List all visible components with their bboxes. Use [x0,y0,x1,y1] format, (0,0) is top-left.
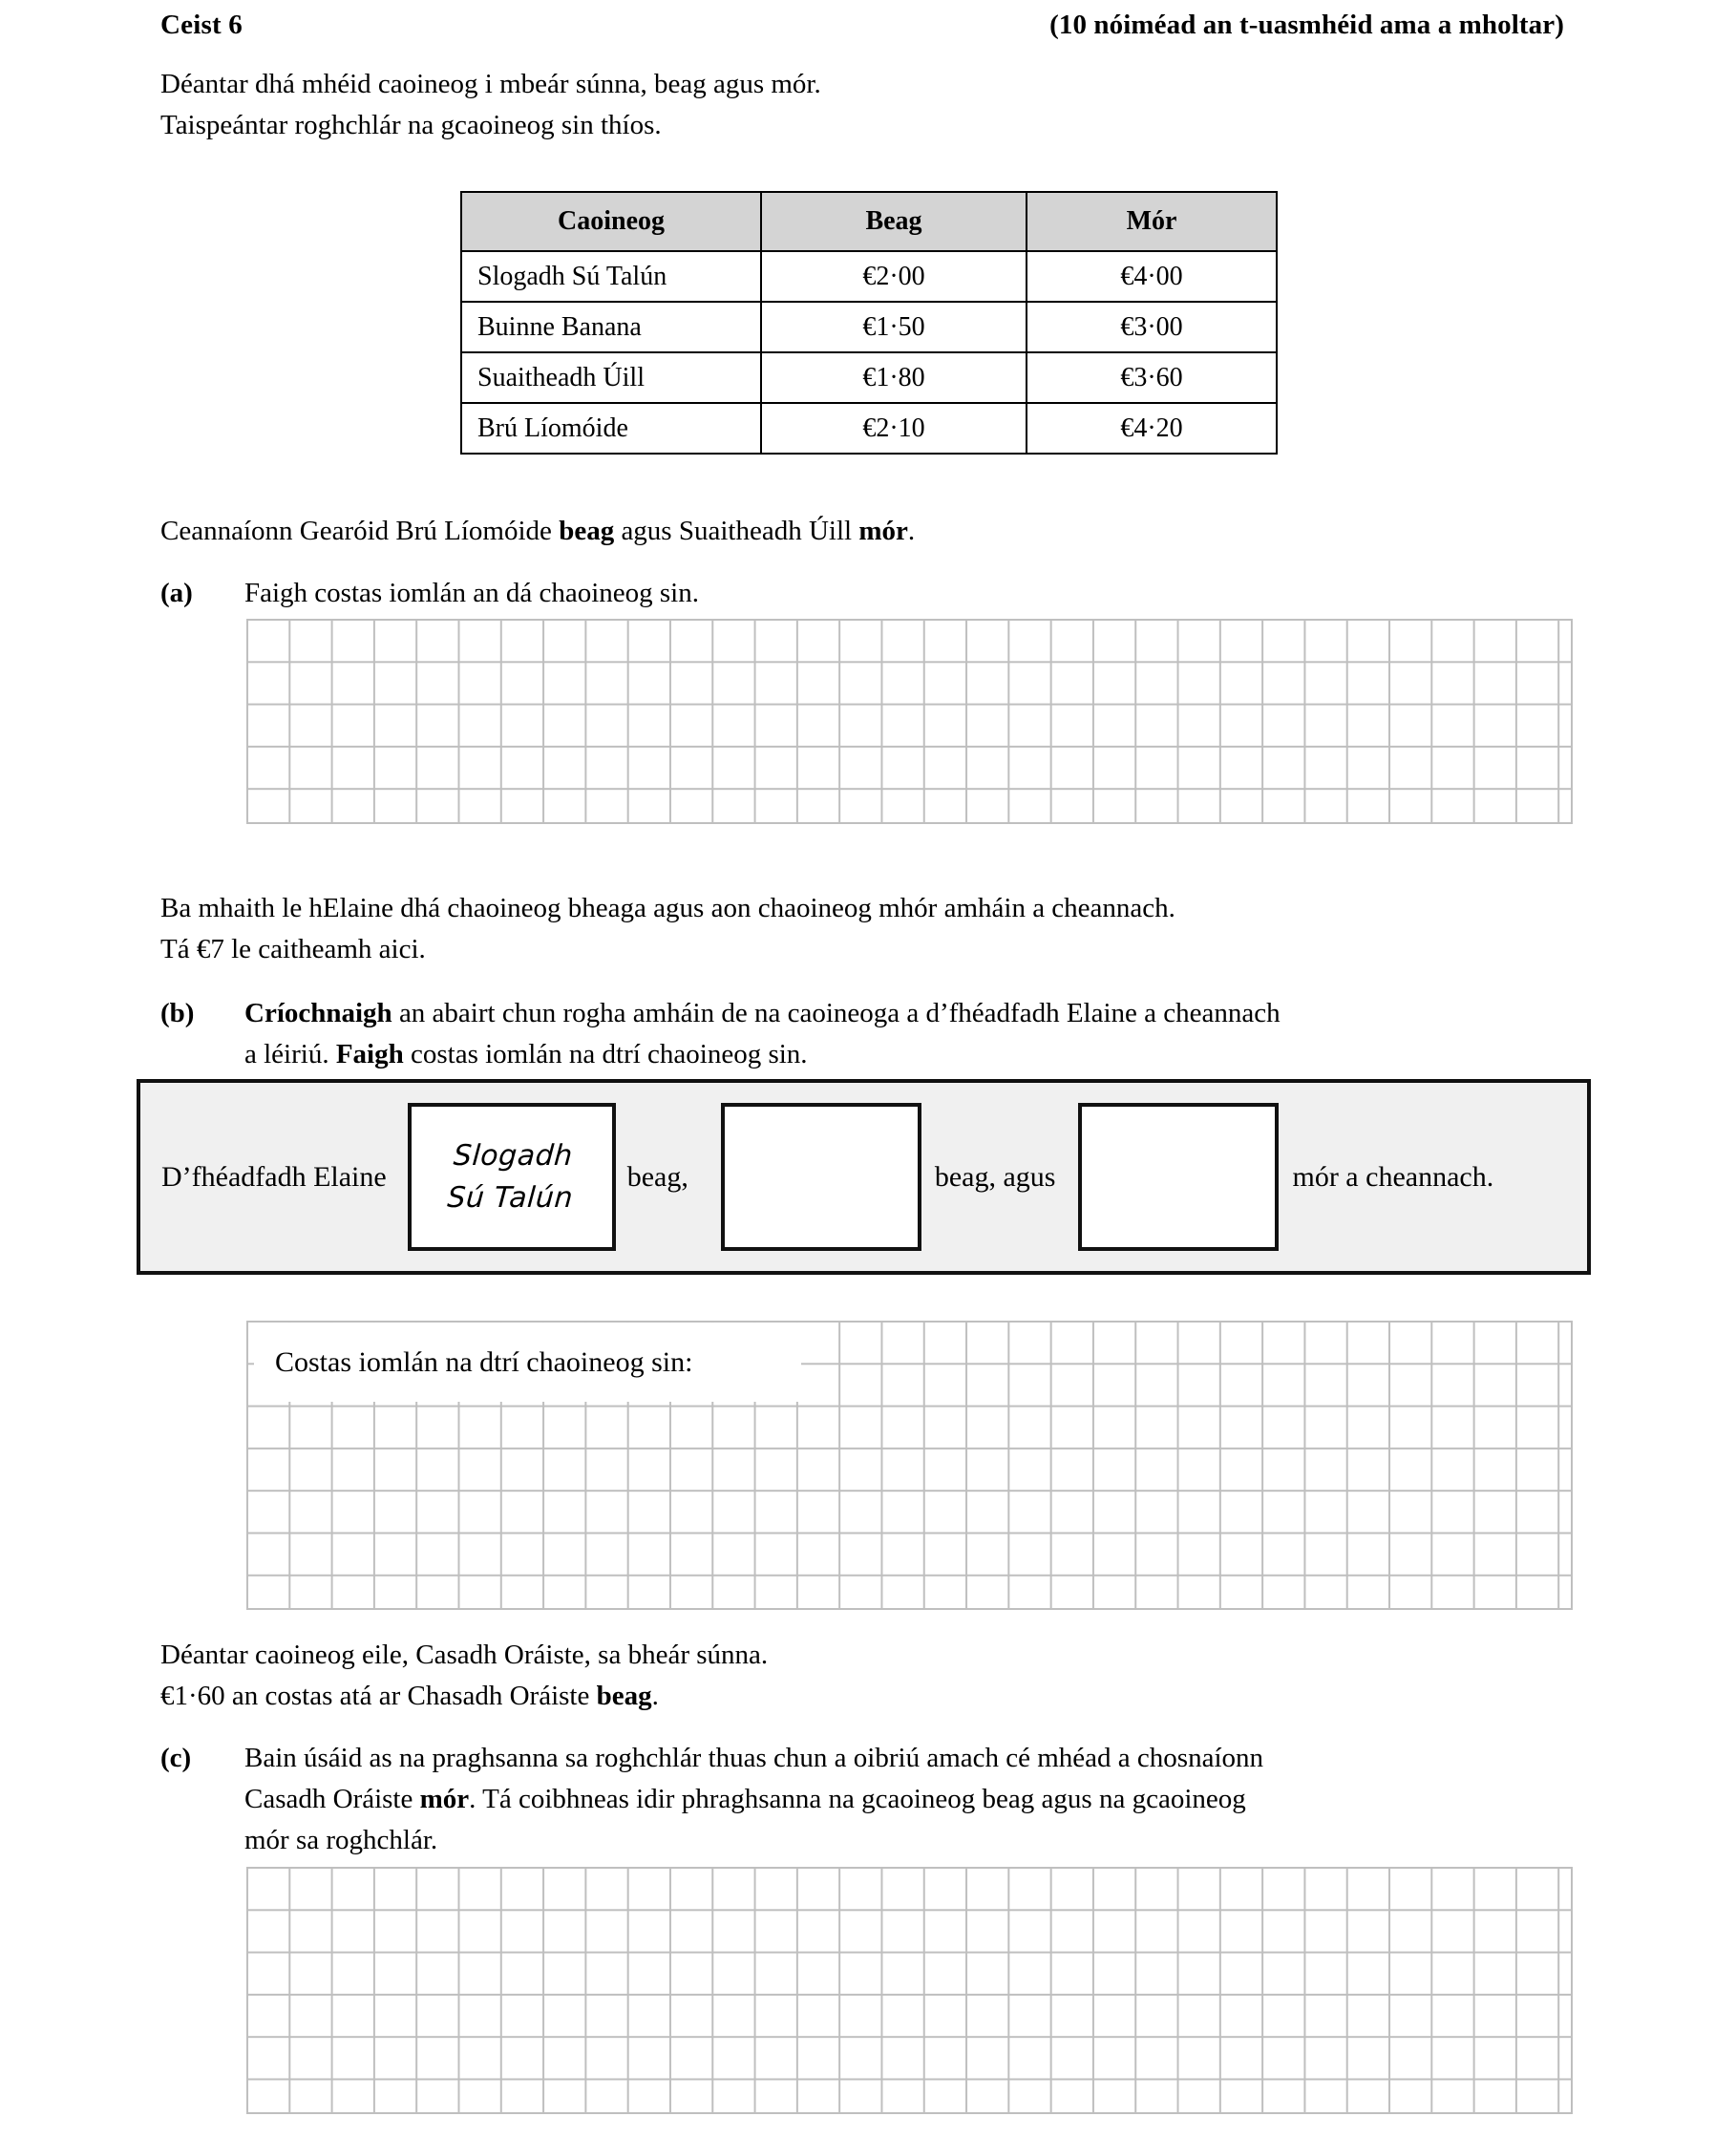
part-b-bold-faigh: Faigh [335,1039,404,1069]
elaine-statement [160,888,1175,970]
part-c-line-2a: Casadh Oráiste [244,1784,420,1814]
part-b-bold-criochnaigh: Críochnaigh [244,998,392,1028]
part-c-line-3: mór sa roghchlár. [244,1825,438,1855]
part-c-bold-mor: mór [419,1784,470,1814]
gearoid-post: . [907,516,916,546]
gearoid-pre: Ceannaíonn Gearóid Brú Líomóide [160,516,560,546]
elaine-line-1: Ba mhaith le hElaine dhá chaoineog bheaga agus aon chaoineog mhór amháin a cheannach. [160,893,1175,923]
part-b-text [244,993,1281,1075]
answer-grid-a[interactable] [246,619,1573,824]
cell-mor: €4·20 [1027,403,1277,454]
part-b-label: (b) [160,998,195,1028]
question-part-b [160,993,1526,1075]
intro-line-2: Taispeántar roghchlár na gcaoineog sin thíos. [160,110,662,140]
gearoid-bold-beag: beag [559,516,615,546]
intro-line-1: Déantar dhá mhéid caoineog i mbeár súnna, beag agus mór. [160,69,821,99]
sentence-lead-text: D’fhéadfadh Elaine [161,1160,387,1193]
cell-name: Buinne Banana [461,302,761,352]
part-a-text: Faigh costas iomlán an dá chaoineog sin. [244,578,699,608]
table-row [461,352,1277,403]
sentence-row [140,1083,1587,1271]
sentence-after-box-2: beag, agus [934,1160,1056,1193]
smoothie-price-table [460,191,1278,455]
page-header [160,10,1564,41]
gearoid-bold-mor: mór [858,516,908,546]
orange-line-2c: . [651,1681,659,1711]
cell-beag: €1·80 [761,352,1027,403]
sentence-completion-box [137,1079,1591,1275]
grid-b-total-label: Costas iomlán na dtrí chaoineog sin: [254,1323,801,1402]
cell-name: Suaitheadh Úill [461,352,761,403]
choice-box-1[interactable] [408,1103,616,1251]
orange-line-2 [160,1676,768,1717]
part-c-line-2c: . Tá coibhneas idir phraghsanna na gcaoineog beag agus na gcaoineog [469,1784,1246,1814]
cell-beag: €2·00 [761,251,1027,302]
column-header-beag: Beag [761,192,1027,251]
choice-box-1-line-2: Sú Talún [446,1180,575,1215]
answer-grid-c[interactable] [246,1867,1573,2114]
part-c-text [244,1738,1263,1861]
cell-mor: €3·00 [1027,302,1277,352]
column-header-mor: Mór [1027,192,1277,251]
choice-box-1-line-1: Slogadh [452,1138,574,1173]
cell-mor: €3·60 [1027,352,1277,403]
part-c-line-1: Bain úsáid as na praghsanna sa roghchlár thuas chun a oibriú amach cé mhéad a chosnaíonn [244,1743,1263,1773]
table-header-row [461,192,1277,251]
part-c-label: (c) [160,1743,192,1773]
intro-paragraph [160,64,821,146]
orange-statement [160,1635,768,1717]
cell-mor: €4·00 [1027,251,1277,302]
part-a-label: (a) [160,578,193,608]
part-b-text-1: an abairt chun rogha amháin de na caoineoga a d’fhéadfadh Elaine a cheannach [392,998,1281,1028]
column-header-caoineog: Caoineog [461,192,761,251]
question-time-note: (10 nóiméad an t-uasmhéid ama a mholtar) [1049,10,1564,40]
table-row [461,251,1277,302]
question-number: Ceist 6 [160,10,243,40]
orange-bold-beag: beag [596,1681,652,1711]
elaine-line-2: Tá €7 le caitheamh aici. [160,934,426,964]
table-row [461,403,1277,454]
table-row [461,302,1277,352]
choice-box-2[interactable] [721,1103,921,1251]
cell-name: Slogadh Sú Talún [461,251,761,302]
gearoid-mid: agus Suaitheadh Úill [614,516,859,546]
gearoid-statement [160,511,915,552]
orange-line-1: Déantar caoineog eile, Casadh Oráiste, sa bheár súnna. [160,1640,769,1670]
choice-box-1-handwriting [446,1135,578,1219]
orange-line-2a: €1·60 an costas atá ar Chasadh Oráiste [160,1681,597,1711]
question-part-c [160,1738,1545,1861]
sentence-after-box-3: mór a cheannach. [1292,1160,1494,1193]
cell-beag: €2·10 [761,403,1027,454]
part-b-text-2a: a léiriú. [244,1039,336,1069]
cell-beag: €1·50 [761,302,1027,352]
sentence-after-box-1: beag, [626,1160,688,1193]
part-b-text-2b: costas iomlán na dtrí chaoineog sin. [403,1039,808,1069]
cell-name: Brú Líomóide [461,403,761,454]
question-part-a [160,573,1545,614]
choice-box-3[interactable] [1078,1103,1279,1251]
